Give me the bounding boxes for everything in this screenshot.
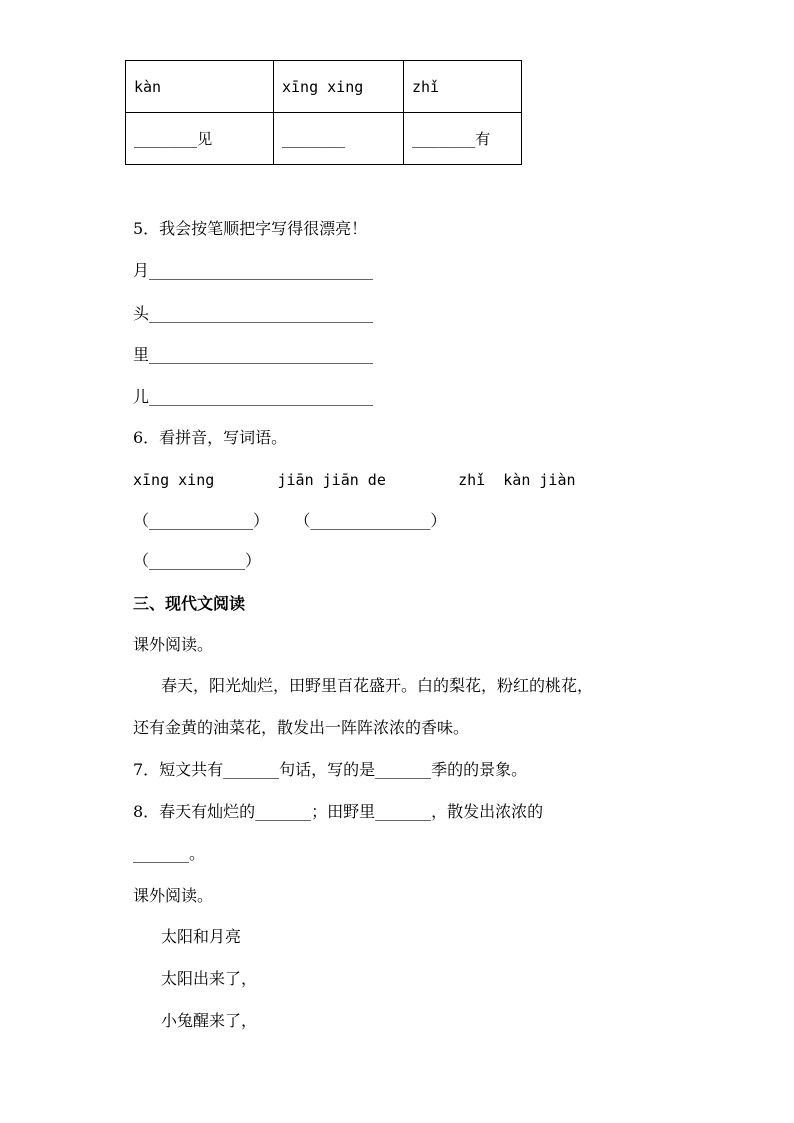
reading-label-1: 课外阅读。 — [133, 635, 214, 654]
stroke-line-yue: 月____________________________ — [133, 261, 374, 280]
passage-line-1: 春天，阳光灿烂，田野里百花盛开。白的梨花，粉红的桃花， — [161, 676, 594, 695]
section-3-heading: 三、现代文阅读 — [133, 594, 246, 613]
question-8-line-1: 8．春天有灿烂的_______；田野里_______，散发出浓浓的 — [133, 802, 544, 821]
question-7: 7．短文共有_______句话，写的是_______季的的景象。 — [133, 760, 528, 779]
question-5-title: 5．我会按笔顺把字写得很漂亮！ — [133, 219, 368, 238]
pinyin-table — [125, 60, 522, 165]
poem-line-2: 小兔醒来了， — [161, 1011, 258, 1030]
table-row — [126, 113, 522, 165]
table-cell-pinyin: kàn — [126, 61, 274, 113]
reading-label-2: 课外阅读。 — [133, 886, 214, 905]
question-6-blanks-row2: （____________） — [133, 551, 262, 570]
question-6-blanks-row1: （_____________） （_______________） — [133, 511, 447, 530]
table-cell-pinyin: xīng xing — [274, 61, 404, 113]
question-6-pinyin: xīng xing jiān jiān de zhǐ kàn jiàn — [133, 471, 576, 489]
table-cell-answer: _______有 — [404, 113, 522, 165]
stroke-line-er: 儿____________________________ — [133, 387, 374, 406]
stroke-line-li: 里____________________________ — [133, 345, 374, 364]
poem-title: 太阳和月亮 — [161, 927, 242, 946]
question-6-title: 6．看拼音，写词语。 — [133, 428, 288, 447]
poem-line-1: 太阳出来了， — [161, 969, 258, 988]
table-cell-answer: _______见 — [126, 113, 274, 165]
passage-line-2: 还有金黄的油菜花，散发出一阵阵浓浓的香味。 — [133, 718, 470, 737]
table-cell-pinyin: zhǐ — [404, 61, 522, 113]
question-8-line-2: _______。 — [133, 844, 206, 863]
stroke-line-tou: 头____________________________ — [133, 304, 374, 323]
table-row — [126, 61, 522, 113]
table-cell-answer: _______ — [274, 113, 404, 165]
